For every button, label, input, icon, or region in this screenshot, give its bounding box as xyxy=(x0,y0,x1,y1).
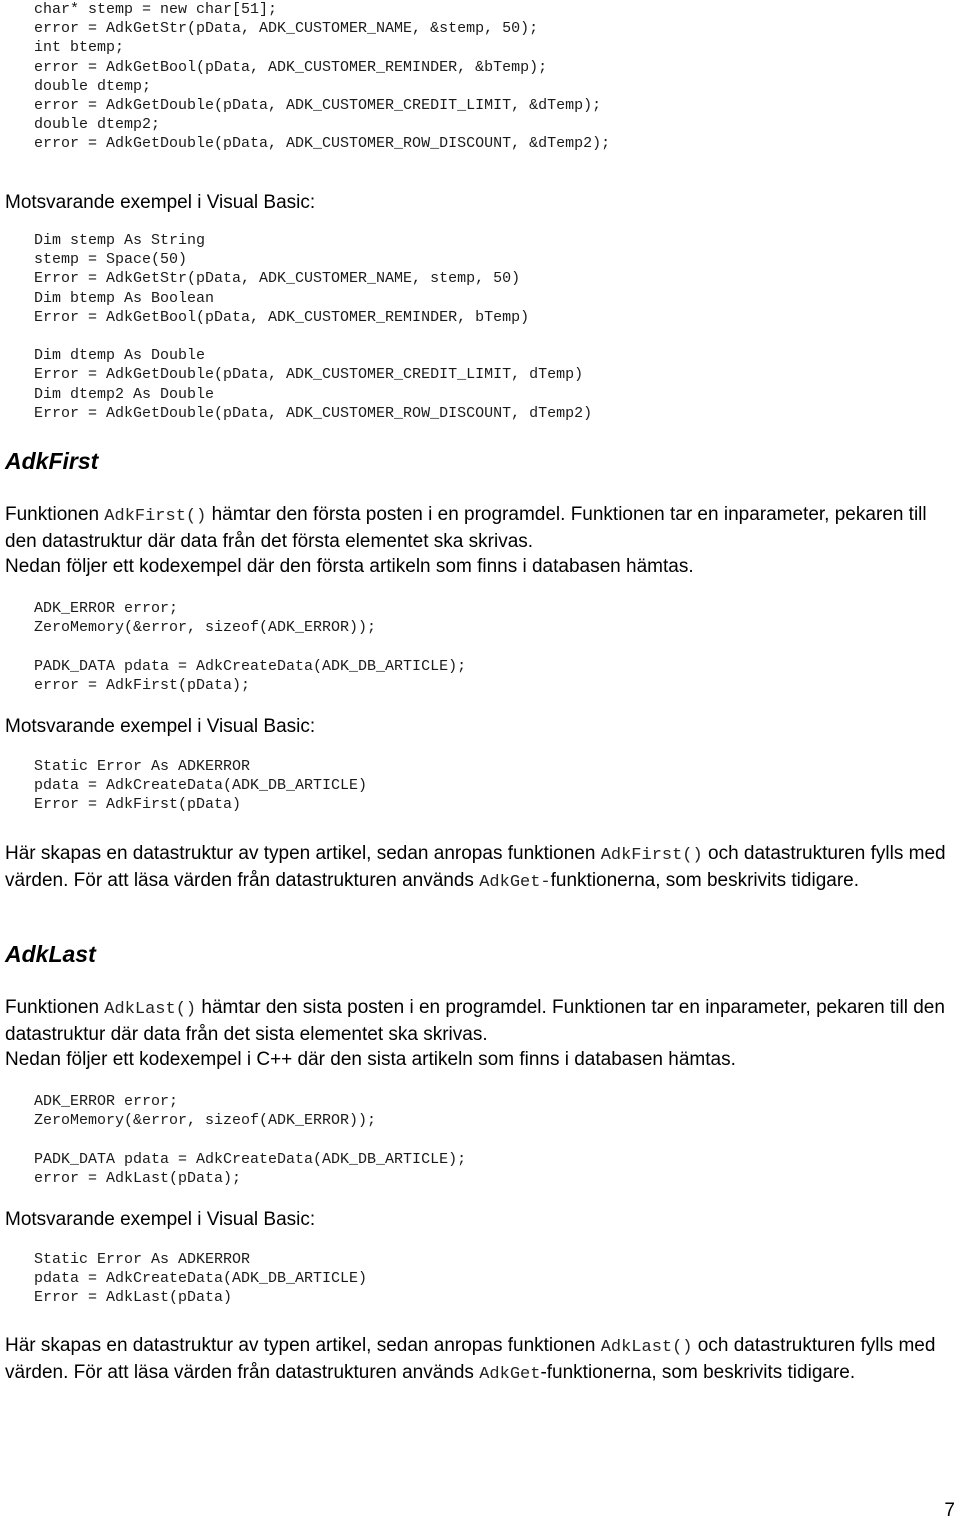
code-line: Dim dtemp As Double xyxy=(34,347,206,365)
inline-code-adklast: AdkLast() xyxy=(104,1000,197,1019)
code-line: ZeroMemory(&error, sizeof(ADK_ERROR)); xyxy=(34,619,377,637)
code-line: ZeroMemory(&error, sizeof(ADK_ERROR)); xyxy=(34,1112,377,1130)
intro-prefix: Funktionen xyxy=(5,504,105,525)
summary-mid: och datastrukturen fylls med värden. För att läsa värden från datastrukturen används xyxy=(5,843,946,891)
vb-code-block-getters xyxy=(34,231,592,423)
intro-prefix: Funktionen xyxy=(5,997,105,1018)
code-line: Dim stemp As String xyxy=(34,232,206,249)
page-number: 7 xyxy=(944,1500,955,1521)
code-line: int btemp; xyxy=(34,39,125,57)
summary-prefix: Här skapas en datastruktur av typen artikel, sedan anropas funktionen xyxy=(5,843,601,864)
code-line: ADK_ERROR error; xyxy=(34,1093,179,1110)
code-line: Error = AdkLast(pData) xyxy=(34,1289,233,1307)
code-line: char* stemp = new char[51]; xyxy=(34,1,278,18)
code-line: error = AdkFirst(pData); xyxy=(34,676,251,694)
inline-code-adklast: AdkLast() xyxy=(600,1338,693,1357)
code-line: PADK_DATA pdata = AdkCreateData(ADK_DB_ARTICLE); xyxy=(34,1150,467,1168)
summary-prefix: Här skapas en datastruktur av typen artikel, sedan anropas funktionen xyxy=(5,1335,601,1356)
vb-example-label: Motsvarande exempel i Visual Basic: xyxy=(5,192,316,213)
code-line: stemp = Space(50) xyxy=(34,251,188,269)
code-line: ADK_ERROR error; xyxy=(34,600,179,617)
adklast-summary-paragraph xyxy=(5,1333,956,1387)
vb-example-label-adklast: Motsvarande exempel i Visual Basic: xyxy=(5,1209,316,1230)
code-line: Static Error As ADKERROR xyxy=(34,1251,251,1268)
intro-line3: Nedan följer ett kodexempel i C++ där den sista artikeln som finns i databasen hämtas. xyxy=(5,1049,736,1070)
code-line xyxy=(34,637,466,656)
adkfirst-summary-paragraph xyxy=(5,841,956,895)
intro-rest: hämtar den sista posten i en programdel. Funktionen tar en inparameter, pekaren till den datastruktur där data från det sista elementet ska skrivas. xyxy=(5,997,945,1045)
code-line: Error = AdkGetStr(pData, ADK_CUSTOMER_NAME, stemp, 50) xyxy=(34,270,521,288)
cpp-code-block-adklast xyxy=(34,1092,466,1188)
code-line: Error = AdkFirst(pData) xyxy=(34,796,242,814)
adklast-intro-paragraph xyxy=(5,995,956,1072)
cpp-code-block-adkfirst xyxy=(34,599,466,695)
code-line: double dtemp2; xyxy=(34,116,161,134)
inline-code-adkfirst: AdkFirst() xyxy=(104,507,207,526)
vb-code-block-adklast xyxy=(34,1250,367,1308)
inline-code-adkfirst: AdkFirst() xyxy=(600,846,703,865)
code-line: error = AdkGetDouble(pData, ADK_CUSTOMER_ROW_DISCOUNT, &dTemp2); xyxy=(34,135,611,153)
vb-code-block-adkfirst xyxy=(34,757,367,815)
adkfirst-intro-paragraph xyxy=(5,502,956,579)
code-line: error = AdkGetStr(pData, ADK_CUSTOMER_NAME, &stemp, 50); xyxy=(34,20,539,38)
code-line: Error = AdkGetDouble(pData, ADK_CUSTOMER_ROW_DISCOUNT, dTemp2) xyxy=(34,404,593,422)
code-line xyxy=(34,1130,466,1149)
summary-mid: och datastrukturen fylls med värden. För att läsa värden från datastrukturen används xyxy=(5,1335,936,1383)
inline-code-adkget: AdkGet xyxy=(479,1365,541,1384)
section-heading-adklast: AdkLast xyxy=(5,941,96,967)
code-line: Dim btemp As Boolean xyxy=(34,289,215,307)
summary-suffix: funktionerna, som beskrivits tidigare. xyxy=(550,870,860,891)
code-line: pdata = AdkCreateData(ADK_DB_ARTICLE) xyxy=(34,777,368,795)
code-line: error = AdkGetBool(pData, ADK_CUSTOMER_REMINDER, &bTemp); xyxy=(34,58,548,76)
vb-example-label-adkfirst: Motsvarande exempel i Visual Basic: xyxy=(5,716,316,737)
code-line: Dim dtemp2 As Double xyxy=(34,385,215,403)
intro-rest: hämtar den första posten i en programdel. Funktionen tar en inparameter, pekaren till den datastruktur där data från det första elementet ska skrivas. xyxy=(5,504,927,552)
cpp-code-block-getters xyxy=(34,0,610,154)
code-line: Static Error As ADKERROR xyxy=(34,758,251,775)
code-line: PADK_DATA pdata = AdkCreateData(ADK_DB_ARTICLE); xyxy=(34,657,467,675)
code-line: Error = AdkGetBool(pData, ADK_CUSTOMER_REMINDER, bTemp) xyxy=(34,308,530,326)
code-line: double dtemp; xyxy=(34,77,152,95)
summary-suffix: -funktionerna, som beskrivits tidigare. xyxy=(540,1362,856,1383)
inline-code-adkget: AdkGet- xyxy=(479,873,551,892)
code-line: pdata = AdkCreateData(ADK_DB_ARTICLE) xyxy=(34,1270,368,1288)
code-line: error = AdkGetDouble(pData, ADK_CUSTOMER_CREDIT_LIMIT, &dTemp); xyxy=(34,96,602,114)
code-line xyxy=(34,327,592,346)
code-line: Error = AdkGetDouble(pData, ADK_CUSTOMER_CREDIT_LIMIT, dTemp) xyxy=(34,366,584,384)
code-line: error = AdkLast(pData); xyxy=(34,1169,242,1187)
intro-line3: Nedan följer ett kodexempel där den första artikeln som finns i databasen hämtas. xyxy=(5,556,694,577)
section-heading-adkfirst: AdkFirst xyxy=(5,448,99,474)
